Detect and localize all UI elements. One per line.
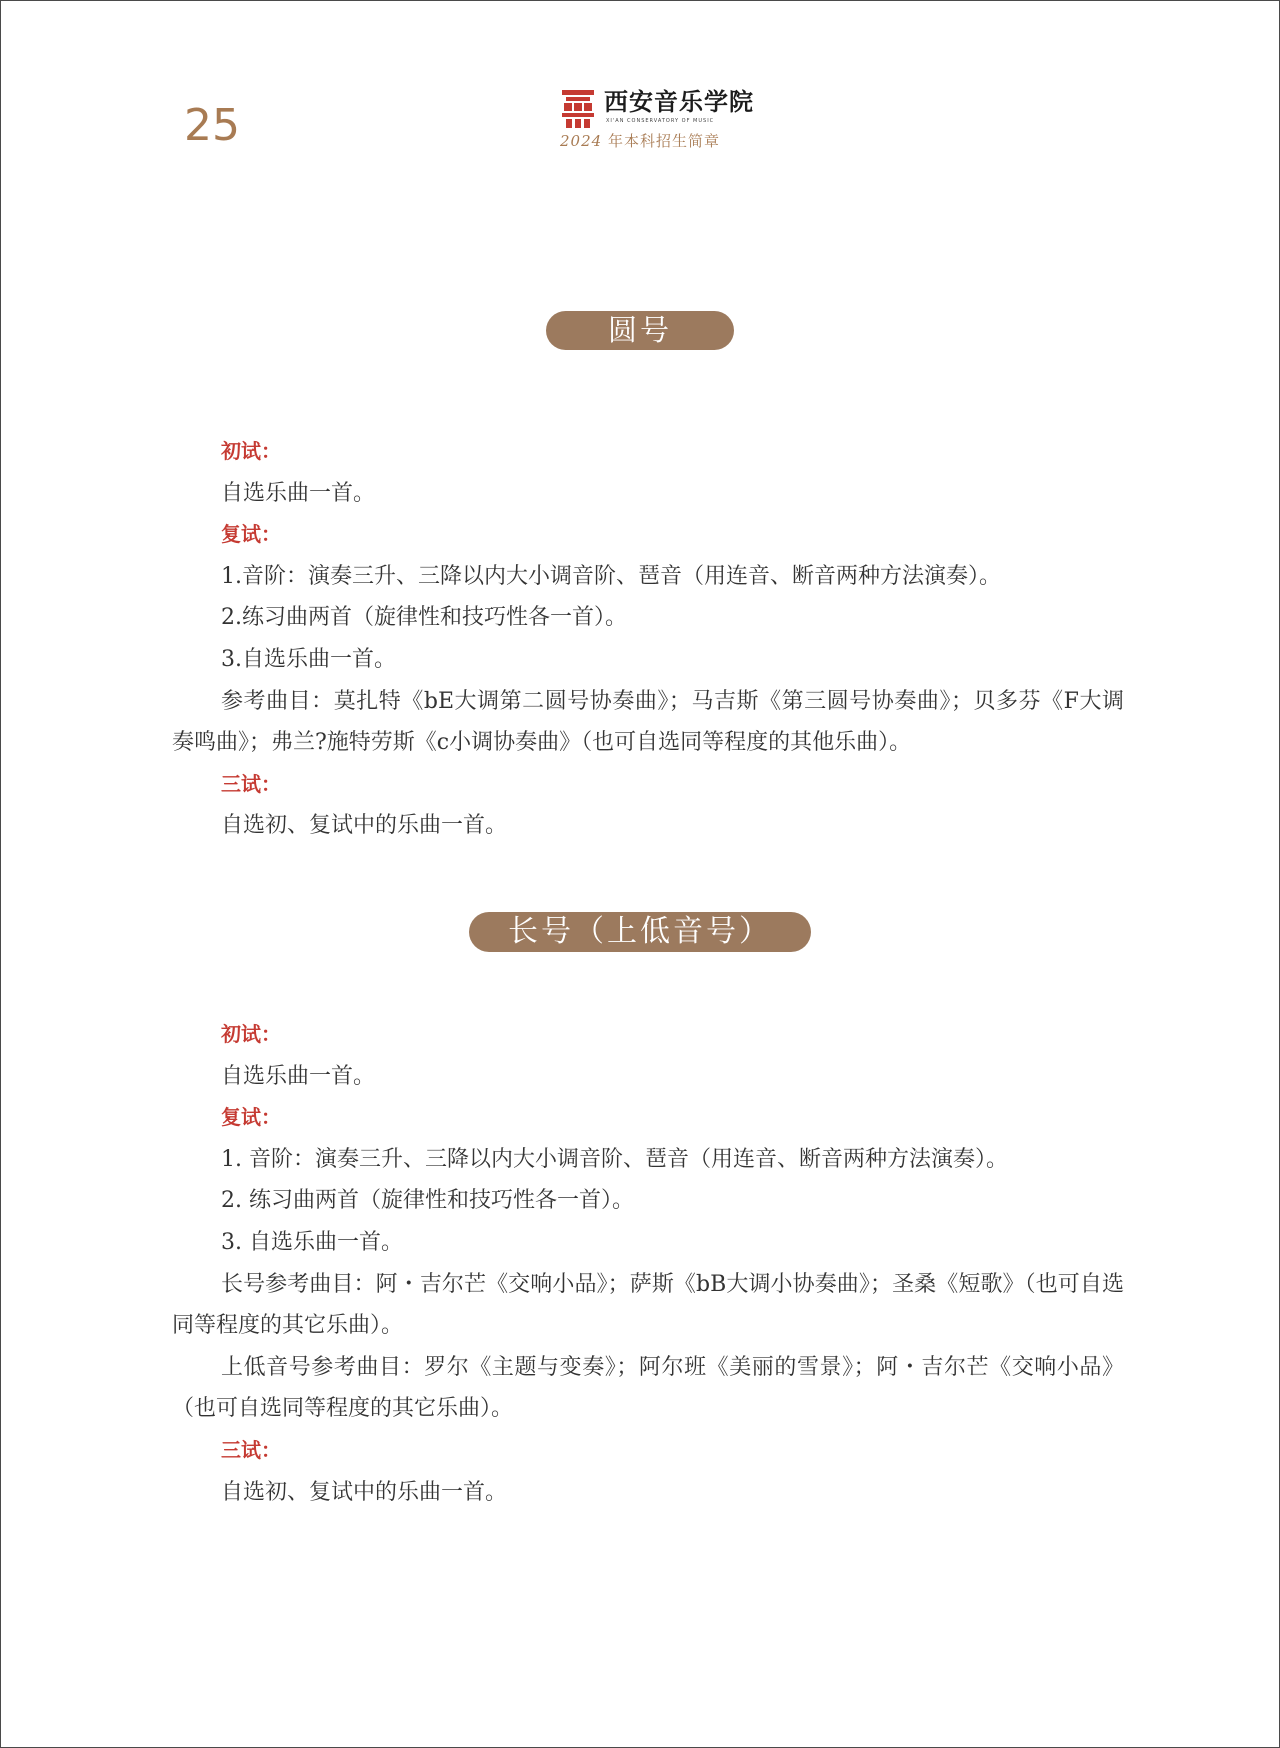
stage-text-first: 自选乐曲一首。 — [221, 1063, 376, 1089]
list-item: 3.自选乐曲一首。 — [221, 646, 396, 672]
stage-label-first: 初试： — [221, 439, 281, 463]
stage-text-first: 自选乐曲一首。 — [221, 480, 376, 506]
brand-name: 西安音乐学院 — [604, 87, 754, 116]
stage-text-third: 自选初、复试中的乐曲一首。 — [221, 813, 508, 839]
section-title-trombone: 长号（上低音号） — [469, 912, 811, 952]
section-title-horn: 圆号 — [546, 311, 734, 350]
list-item: 1.音阶：演奏三升、三降以内大小调音阶、琶音（用连音、断音两种方法演奏）。 — [221, 563, 1001, 589]
stage-label-third: 三试： — [221, 1437, 281, 1462]
list-item: 2.练习曲两首（旋律性和技巧性各一首）。 — [221, 605, 627, 631]
stage-label-second: 复试： — [221, 522, 281, 547]
section-body-trombone — [172, 1014, 1124, 1513]
brand-english-name: XI'AN CONSERVATORY OF MUSIC — [606, 118, 715, 124]
stage-label-third: 三试： — [221, 771, 281, 796]
reference-repertoire-euphonium: 上低音号参考曲目：罗尔《主题与变奏》；阿尔班《美丽的雪景》；阿・吉尔芒《交响小品》（也可自选同等程度的其它乐曲）。 — [172, 1354, 1124, 1422]
conservatory-logo-icon — [560, 88, 596, 130]
subtitle-year: 2024 — [560, 132, 603, 150]
reference-repertoire: 参考曲目：莫扎特《bE大调第二圆号协奏曲》；马吉斯《第三圆号协奏曲》；贝多芬《F大调奏鸣曲》；弗兰?施特劳斯《c小调协奏曲》（也可自选同等程度的其他乐曲）。 — [172, 688, 1124, 756]
list-item: 2. 练习曲两首（旋律性和技巧性各一首）。 — [221, 1188, 634, 1214]
stage-text-third: 自选初、复试中的乐曲一首。 — [221, 1479, 508, 1505]
subtitle-text: 年本科招生简章 — [602, 132, 720, 150]
list-item: 1. 音阶：演奏三升、三降以内大小调音阶、琶音（用连音、断音两种方法演奏）。 — [221, 1146, 1008, 1172]
brand-subtitle — [560, 130, 720, 151]
stage-label-second: 复试： — [221, 1105, 281, 1130]
header-brand — [560, 87, 754, 150]
reference-repertoire-trombone: 长号参考曲目：阿・吉尔芒《交响小品》；萨斯《bB大调小协奏曲》；圣桑《短歌》（也可自选同等程度的其它乐曲）。 — [172, 1271, 1124, 1339]
stage-label-first: 初试： — [221, 1022, 281, 1046]
page-number: 25 — [184, 100, 240, 151]
section-body-horn — [172, 431, 1124, 847]
list-item: 3. 自选乐曲一首。 — [221, 1229, 403, 1255]
